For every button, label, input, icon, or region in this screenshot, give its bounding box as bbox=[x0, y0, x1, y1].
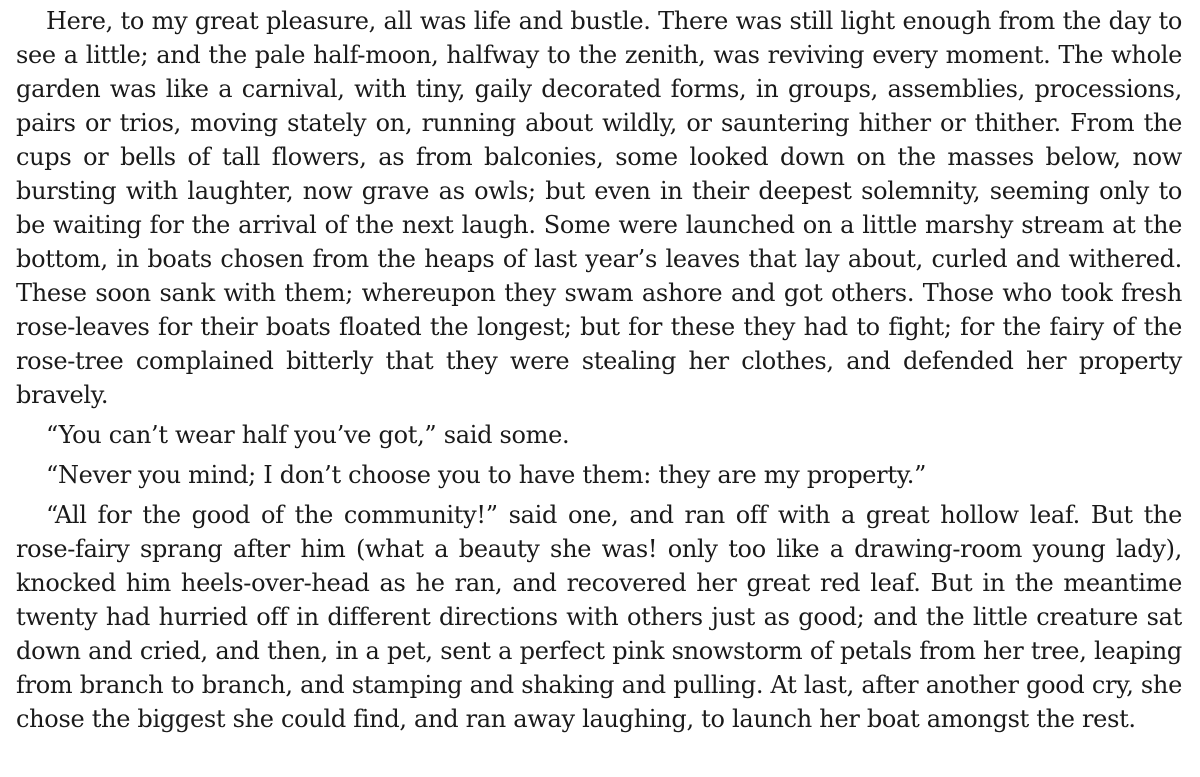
paragraph-4: “All for the good of the community!” said one, and ran off with a great hollow leaf. But the rose-fairy sprang after him (what a beauty she was! only too like a drawing-room young lady), knocked him heels-over-head as he ran, and recovered her great red leaf. But in the meantime twenty had hurried off in different directions with others just as good; and the little creature sat down and cried, and then, in a pet, sent a perfect pink snowstorm of petals from her tree, leaping from branch to branch, and stamping and shaking and pulling. At last, after another good cry, she chose the biggest she could find, and ran away laughing, to launch her boat amongst the rest. bbox=[16, 501, 1182, 733]
paragraph-3: “Never you mind; I don’t choose you to have them: they are my property.” bbox=[46, 461, 927, 489]
paragraph-1: Here, to my great pleasure, all was life and bustle. There was still light enough from the day to see a little; and the pale half-moon, halfway to the zenith, was reviving every moment. The whole garden was like a carnival, with tiny, gaily decorated forms, in groups, assemblies, processions, pairs or trios, moving stately on, running about wildly, or sauntering hither or thither. From the cups or bells of tall flowers, as from balconies, some looked down on the masses below, now bursting with laughter, now grave as owls; but even in their deepest solemnity, seeming only to be waiting for the arrival of the next laugh. Some were launched on a little marshy stream at the bottom, in boats chosen from the heaps of last year’s leaves that lay about, curled and withered. These soon sank with them; whereupon they swam ashore and got others. Those who took fresh rose-leaves for their boats floated the longest; but for these they had to fight; for the fairy of the rose-tree complained bitterly that they were stealing her clothes, and defended her property bravely. bbox=[16, 7, 1182, 409]
paragraph-2: “You can’t wear half you’ve got,” said some. bbox=[46, 421, 570, 449]
document-page bbox=[16, 4, 1182, 736]
